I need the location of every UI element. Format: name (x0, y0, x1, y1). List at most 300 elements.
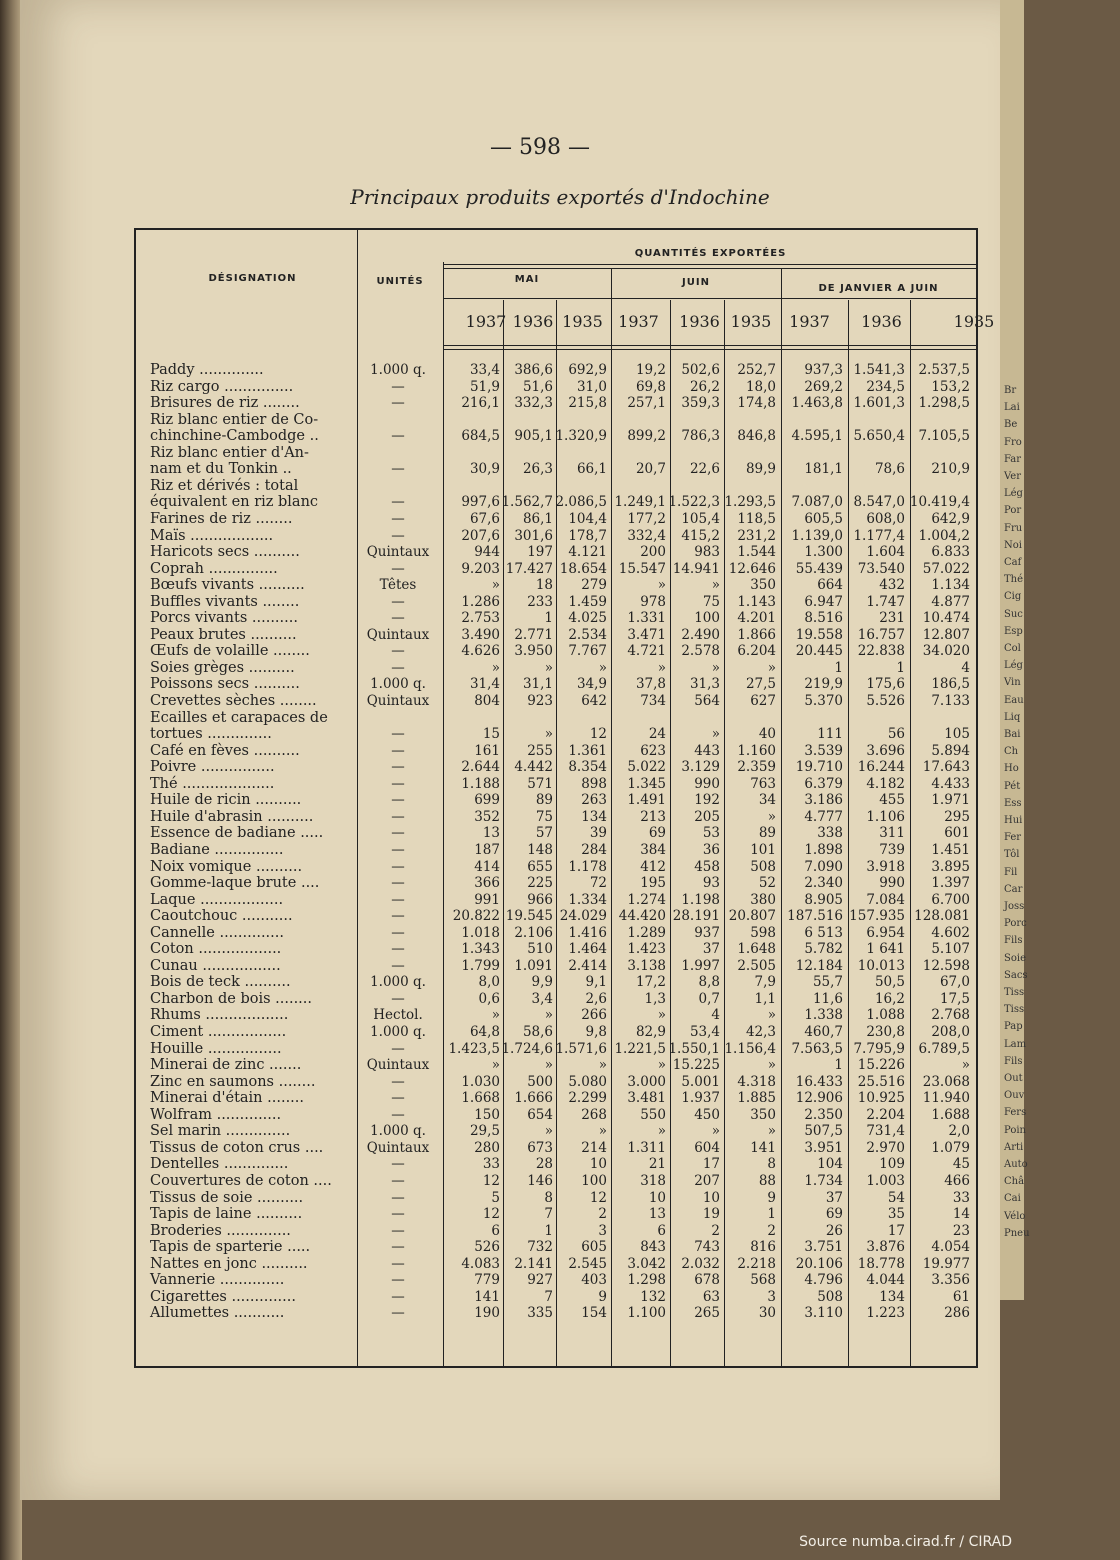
value-cell: 105,4 (681, 510, 720, 527)
value-cell: 268 (581, 1106, 607, 1123)
value-cell: 1.937 (681, 1090, 720, 1107)
value-cell: 526 (474, 1239, 500, 1256)
book-binding (0, 0, 22, 1560)
value-cell: 1.423,5 (448, 1040, 500, 1057)
value-cell: 30,9 (469, 461, 500, 478)
value-cell: 779 (474, 1272, 500, 1289)
value-cell: 1.361 (568, 742, 607, 759)
value-cell: 175,6 (866, 676, 905, 693)
row-unit: — (391, 643, 405, 660)
value-cell: 66,1 (576, 461, 607, 478)
value-cell: 2.414 (568, 957, 607, 974)
row-designation: Coprah ............... (150, 560, 278, 577)
adjacent-page-fragment: Ch (1004, 746, 1019, 758)
value-cell: 53,4 (689, 1024, 720, 1040)
value-cell: 44.420 (618, 908, 666, 925)
value-cell: 1.459 (568, 593, 607, 610)
value-cell: 16,2 (874, 990, 905, 1007)
value-cell: 12.906 (795, 1090, 843, 1107)
row-unit: — (391, 759, 405, 776)
value-cell: 571 (527, 775, 553, 792)
row-designation: Minerai d'étain ........ (150, 1090, 305, 1107)
row-unit: — (391, 1206, 405, 1223)
value-cell: 207,6 (461, 527, 500, 544)
adjacent-page-fragment: Br (1004, 385, 1017, 396)
value-cell: 1.334 (568, 891, 607, 908)
row-designation: Huile de ricin .......... (150, 792, 302, 809)
value-cell: 187 (474, 841, 500, 858)
row-unit: Quintaux (366, 1057, 430, 1074)
adjacent-page-fragment: Tiss (1004, 987, 1025, 998)
row-unit: — (391, 494, 405, 511)
value-cell: 53 (702, 825, 720, 842)
value-cell: » (711, 726, 720, 743)
header-mai: MAI (514, 274, 540, 285)
value-cell: 1.668 (461, 1090, 500, 1107)
value-cell: 1.451 (931, 841, 970, 858)
value-cell: 983 (694, 544, 720, 561)
value-cell: 1.397 (931, 875, 970, 892)
value-cell: 1.004,2 (918, 527, 970, 544)
value-cell: 3.110 (804, 1305, 843, 1322)
value-cell: 31,4 (469, 676, 500, 693)
value-cell: 991 (474, 891, 500, 908)
row-designation: chinchine-Cambodge .. (150, 428, 319, 445)
value-cell: 69 (825, 1206, 843, 1223)
value-cell: 1.522,3 (668, 494, 720, 511)
value-cell: 1.648 (737, 941, 776, 958)
value-cell: 6 (657, 1222, 666, 1239)
value-cell: 215,8 (568, 395, 607, 412)
value-cell: 146 (527, 1172, 553, 1189)
row-unit: — (391, 775, 405, 792)
value-cell: 279 (581, 577, 607, 594)
value-cell: 366 (474, 875, 500, 892)
adjacent-page-fragment: Auto (1004, 1159, 1028, 1170)
value-cell: 699 (474, 792, 500, 809)
value-cell: 905,1 (514, 428, 553, 445)
adjacent-page-fragment: Fro (1004, 436, 1022, 448)
value-cell: 1 (544, 1222, 553, 1239)
value-cell: 19.558 (795, 626, 843, 643)
row-designation: Rhums .................. (150, 1007, 289, 1024)
value-cell: 4.083 (461, 1255, 500, 1272)
value-cell: 23 (952, 1222, 970, 1239)
value-cell: 3.539 (804, 742, 843, 759)
value-cell: 192 (694, 792, 720, 809)
value-cell: 64,8 (469, 1024, 500, 1040)
value-cell: » (767, 808, 776, 825)
value-cell: 4.442 (514, 759, 553, 776)
value-cell: 1.143 (737, 593, 776, 610)
adjacent-page-fragment: Cai (1004, 1193, 1021, 1205)
value-cell: 89 (535, 792, 553, 809)
value-cell: 3.918 (866, 858, 905, 875)
value-cell: 63 (702, 1288, 720, 1305)
value-cell: 1.134 (931, 577, 970, 594)
value-cell: 295 (944, 808, 970, 825)
adjacent-page-fragment: Col (1004, 643, 1021, 654)
row-unit: — (391, 378, 405, 395)
value-cell: 1 (767, 1206, 776, 1223)
row-designation: Riz blanc entier d'An- (150, 444, 309, 461)
value-cell: 12 (589, 726, 607, 743)
adjacent-page-fragment: Fru (1004, 522, 1023, 534)
value-cell: » (598, 659, 607, 676)
value-cell: 10.474 (922, 610, 970, 627)
row-designation: Gomme-laque brute .... (150, 875, 320, 892)
value-cell: 352 (474, 808, 500, 825)
value-cell: 458 (694, 858, 720, 875)
row-unit: — (391, 1272, 405, 1289)
value-cell: » (598, 1057, 607, 1074)
value-cell: 4.054 (931, 1239, 970, 1256)
row-unit: — (391, 428, 405, 445)
value-cell: 12 (482, 1172, 500, 1189)
value-cell: 51,6 (522, 378, 553, 395)
table-title: Principaux produits exportés d'Indochine (350, 185, 770, 209)
adjacent-page-fragment: Liq (1004, 711, 1021, 723)
value-cell: 1.601,3 (853, 395, 905, 412)
value-cell: 54 (887, 1189, 905, 1206)
value-cell: 15.226 (857, 1057, 905, 1074)
value-cell: » (767, 1057, 776, 1074)
adjacent-page-fragment: Châ (1004, 1176, 1025, 1188)
value-cell: 17 (887, 1222, 905, 1239)
value-cell: 10 (702, 1189, 720, 1206)
value-cell: 1.604 (866, 544, 905, 561)
value-cell: 51,9 (469, 378, 500, 395)
value-cell: 966 (527, 891, 553, 908)
value-cell: 56 (887, 726, 905, 743)
value-cell: 27,5 (745, 676, 776, 693)
value-cell: 128.081 (914, 908, 970, 925)
value-cell: » (544, 1057, 553, 1074)
value-cell: 19.977 (922, 1255, 970, 1272)
row-designation: Charbon de bois ........ (150, 990, 313, 1007)
value-cell: 978 (640, 593, 666, 610)
value-cell: 2.299 (568, 1090, 607, 1107)
value-cell: 105 (944, 726, 970, 743)
value-cell: 605,5 (804, 510, 843, 527)
value-cell: 37 (702, 941, 720, 958)
page-number: — 598 — (490, 135, 590, 160)
value-cell: 1.544 (737, 544, 776, 561)
value-cell: 3.356 (931, 1272, 970, 1289)
value-cell: 2.086,5 (555, 494, 607, 511)
value-cell: 763 (750, 775, 776, 792)
value-cell: 6.833 (931, 544, 970, 561)
year-header: 1935 (953, 312, 995, 331)
value-cell: 216,1 (461, 395, 500, 412)
value-cell: 7.105,5 (918, 428, 970, 445)
value-cell: 2.537,5 (918, 362, 970, 378)
value-cell: 2,0 (948, 1123, 970, 1140)
value-cell: 359,3 (681, 395, 720, 412)
adjacent-page-fragment: Thé (1004, 574, 1024, 586)
value-cell: 2.534 (568, 626, 607, 643)
value-cell: 1 (544, 610, 553, 627)
value-cell: 403 (581, 1272, 607, 1289)
value-cell: 1 (896, 659, 905, 676)
adjacent-page-fragment: Fil (1004, 866, 1018, 878)
row-unit: — (391, 1239, 405, 1256)
value-cell: 19.710 (795, 759, 843, 776)
adjacent-page-fragment: Car (1004, 883, 1023, 895)
value-cell: 5 (491, 1189, 500, 1206)
value-cell: 466 (944, 1172, 970, 1189)
value-cell: 2.359 (737, 759, 776, 776)
value-cell: 739 (879, 841, 905, 858)
adjacent-page-fragment: Hui (1004, 815, 1023, 826)
value-cell: 37 (825, 1189, 843, 1206)
value-cell: 86,1 (522, 510, 553, 527)
value-cell: 1.898 (804, 841, 843, 858)
value-cell: 8,0 (478, 974, 500, 991)
value-cell: 898 (581, 775, 607, 792)
value-cell: 1.018 (461, 924, 500, 941)
adjacent-page-fragment: Fers (1004, 1107, 1027, 1119)
header-unites: UNITÉS (376, 276, 424, 287)
value-cell: 45 (952, 1156, 970, 1173)
value-cell: 1.971 (931, 792, 970, 809)
adjacent-page-fragment: Ouv (1004, 1090, 1025, 1102)
row-designation: Riz cargo ............... (150, 378, 294, 395)
row-unit: — (391, 395, 405, 412)
value-cell: 263 (581, 792, 607, 809)
value-cell: 350 (750, 1106, 776, 1123)
value-cell: 33 (952, 1189, 970, 1206)
value-cell: 15.547 (618, 560, 666, 577)
value-cell: 332,4 (627, 527, 666, 544)
value-cell: 18.654 (559, 560, 607, 577)
row-unit: — (391, 841, 405, 858)
value-cell: 5.001 (681, 1073, 720, 1090)
value-cell: 19.545 (505, 908, 553, 925)
value-cell: 174,8 (737, 395, 776, 412)
value-cell: 265 (694, 1305, 720, 1322)
row-designation: Buffles vivants ........ (150, 593, 300, 610)
value-cell: » (767, 1007, 776, 1024)
row-unit: — (391, 1106, 405, 1123)
row-unit: — (391, 1288, 405, 1305)
value-cell: 460,7 (804, 1024, 843, 1040)
value-cell: 154 (581, 1305, 607, 1322)
row-designation: Nattes en jonc .......... (150, 1255, 308, 1272)
year-header: 1935 (730, 312, 772, 331)
adjacent-page-fragment: Vin (1004, 677, 1021, 689)
value-cell: 280 (474, 1139, 500, 1156)
value-cell: 26 (825, 1222, 843, 1239)
value-cell: 4.796 (804, 1272, 843, 1289)
value-cell: 75 (702, 593, 720, 610)
value-cell: 7 (544, 1206, 553, 1223)
value-cell: 12.646 (728, 560, 776, 577)
value-cell: 3.696 (866, 742, 905, 759)
value-cell: 10 (589, 1156, 607, 1173)
value-cell: 89 (758, 825, 776, 842)
value-cell: 9,1 (585, 974, 607, 991)
value-cell: 1.666 (514, 1090, 553, 1107)
row-designation: Caoutchouc ........... (150, 908, 293, 925)
value-cell: 22,6 (689, 461, 720, 478)
value-cell: 350 (750, 577, 776, 594)
value-cell: 2.218 (737, 1255, 776, 1272)
value-cell: 3.895 (931, 858, 970, 875)
value-cell: 642 (581, 693, 607, 709)
value-cell: 3.751 (804, 1239, 843, 1256)
value-cell: 42,3 (745, 1024, 776, 1040)
value-cell: 10.013 (857, 957, 905, 974)
row-designation: Bœufs vivants .......... (150, 577, 305, 594)
value-cell: 455 (879, 792, 905, 809)
value-cell: 684,5 (461, 428, 500, 445)
header-rule (443, 298, 976, 299)
adjacent-page-fragment: Out (1004, 1073, 1023, 1084)
value-cell: » (657, 659, 666, 676)
value-cell: 4.044 (866, 1272, 905, 1289)
value-cell: 19 (702, 1206, 720, 1223)
value-cell: 1.571,6 (555, 1040, 607, 1057)
value-cell: 4.318 (737, 1073, 776, 1090)
value-cell: 3.950 (514, 643, 553, 660)
adjacent-page-fragment: Fils (1004, 935, 1023, 947)
value-cell: 190 (474, 1305, 500, 1322)
value-cell: 301,6 (514, 527, 553, 544)
value-cell: 16.757 (857, 626, 905, 643)
value-cell: 157.935 (849, 908, 905, 925)
value-cell: » (711, 1123, 720, 1140)
value-cell: 18.778 (857, 1255, 905, 1272)
value-cell: 4 (961, 659, 970, 676)
value-cell: » (961, 1057, 970, 1074)
adjacent-page-fragment: Ho (1004, 763, 1019, 775)
year-header: 1936 (861, 312, 902, 331)
value-cell: 1.345 (627, 775, 666, 792)
row-designation: Crevettes sèches ........ (150, 693, 317, 709)
value-cell: 7.795,9 (853, 1040, 905, 1057)
row-unit: 1.000 q. (370, 362, 426, 378)
value-cell: 1,3 (644, 990, 666, 1007)
value-cell: 4 (711, 1007, 720, 1024)
value-cell: 380 (750, 891, 776, 908)
value-cell: 134 (581, 808, 607, 825)
value-cell: 510 (527, 941, 553, 958)
value-cell: 673 (527, 1139, 553, 1156)
value-cell: 5.107 (931, 941, 970, 958)
value-cell: 598 (750, 924, 776, 941)
row-designation: Maïs .................. (150, 527, 274, 544)
value-cell: 1.198 (681, 891, 720, 908)
value-cell: 432 (879, 577, 905, 594)
value-cell: 12 (482, 1206, 500, 1223)
adjacent-page-fragment: Por (1004, 505, 1022, 517)
value-cell: 2.578 (681, 643, 720, 660)
value-cell: 605 (581, 1239, 607, 1256)
value-cell: 26,3 (522, 461, 553, 478)
value-cell: 997,6 (461, 494, 500, 511)
value-cell: 1.463,8 (791, 395, 843, 412)
row-unit: — (391, 924, 405, 941)
header-quantites: QUANTITÉS EXPORTÉES (634, 248, 787, 259)
value-cell: » (491, 1057, 500, 1074)
header-rule (443, 264, 976, 265)
value-cell: 67,6 (469, 510, 500, 527)
value-cell: » (491, 659, 500, 676)
row-unit: Hectol. (373, 1007, 423, 1024)
value-cell: 69 (648, 825, 666, 842)
adjacent-page-fragment: Ess (1004, 797, 1022, 809)
value-cell: 6.379 (804, 775, 843, 792)
row-unit: — (391, 1189, 405, 1206)
row-unit: Quintaux (366, 1139, 430, 1156)
value-cell: 816 (750, 1239, 776, 1256)
value-cell: 1.274 (627, 891, 666, 908)
row-designation: Cigarettes .............. (150, 1288, 296, 1305)
value-cell: 150 (474, 1106, 500, 1123)
value-cell: 3.186 (804, 792, 843, 809)
value-cell: 1.491 (627, 792, 666, 809)
value-cell: 9,9 (531, 974, 553, 991)
value-cell: 11.940 (922, 1090, 970, 1107)
row-unit: — (391, 527, 405, 544)
row-unit: — (391, 825, 405, 842)
value-cell: 104 (817, 1156, 843, 1173)
value-cell: 627 (750, 693, 776, 709)
value-cell: 415,2 (681, 527, 720, 544)
value-cell: 31,1 (522, 676, 553, 693)
year-header: 1937 (618, 312, 659, 331)
value-cell: 118,5 (737, 510, 776, 527)
value-cell: 233 (527, 593, 553, 610)
row-unit: — (391, 610, 405, 627)
value-cell: 3.481 (627, 1090, 666, 1107)
row-unit: — (391, 1305, 405, 1322)
value-cell: 10.925 (857, 1090, 905, 1107)
value-cell: 6.204 (737, 643, 776, 660)
value-cell: 732 (527, 1239, 553, 1256)
value-cell: 927 (527, 1272, 553, 1289)
value-cell: 332,3 (514, 395, 553, 412)
value-cell: 225 (527, 875, 553, 892)
adjacent-page-fragment: Pét (1004, 780, 1021, 792)
value-cell: 28 (535, 1156, 553, 1173)
value-cell: 195 (640, 875, 666, 892)
row-unit: — (391, 461, 405, 478)
value-cell: 2.340 (804, 875, 843, 892)
row-designation: Thé .................... (150, 775, 275, 792)
value-cell: 4.182 (866, 775, 905, 792)
value-cell: 10 (648, 1189, 666, 1206)
value-cell: 61 (952, 1288, 970, 1305)
value-cell: 25.516 (857, 1073, 905, 1090)
value-cell: 21 (648, 1156, 666, 1173)
value-cell: 39 (589, 825, 607, 842)
value-cell: 12.184 (795, 957, 843, 974)
value-cell: 111 (817, 726, 843, 743)
row-designation: Laque .................. (150, 891, 284, 908)
value-cell: 187.516 (787, 908, 843, 925)
value-cell: 72 (589, 875, 607, 892)
value-cell: 843 (640, 1239, 666, 1256)
adjacent-page-fragment: Caf (1004, 557, 1022, 568)
value-cell: 508 (750, 858, 776, 875)
row-unit: — (391, 908, 405, 925)
value-cell: 6.789,5 (918, 1040, 970, 1057)
value-cell: 1.885 (737, 1090, 776, 1107)
header-designation: DÉSIGNATION (208, 273, 297, 284)
header-juin: JUIN (682, 277, 710, 288)
